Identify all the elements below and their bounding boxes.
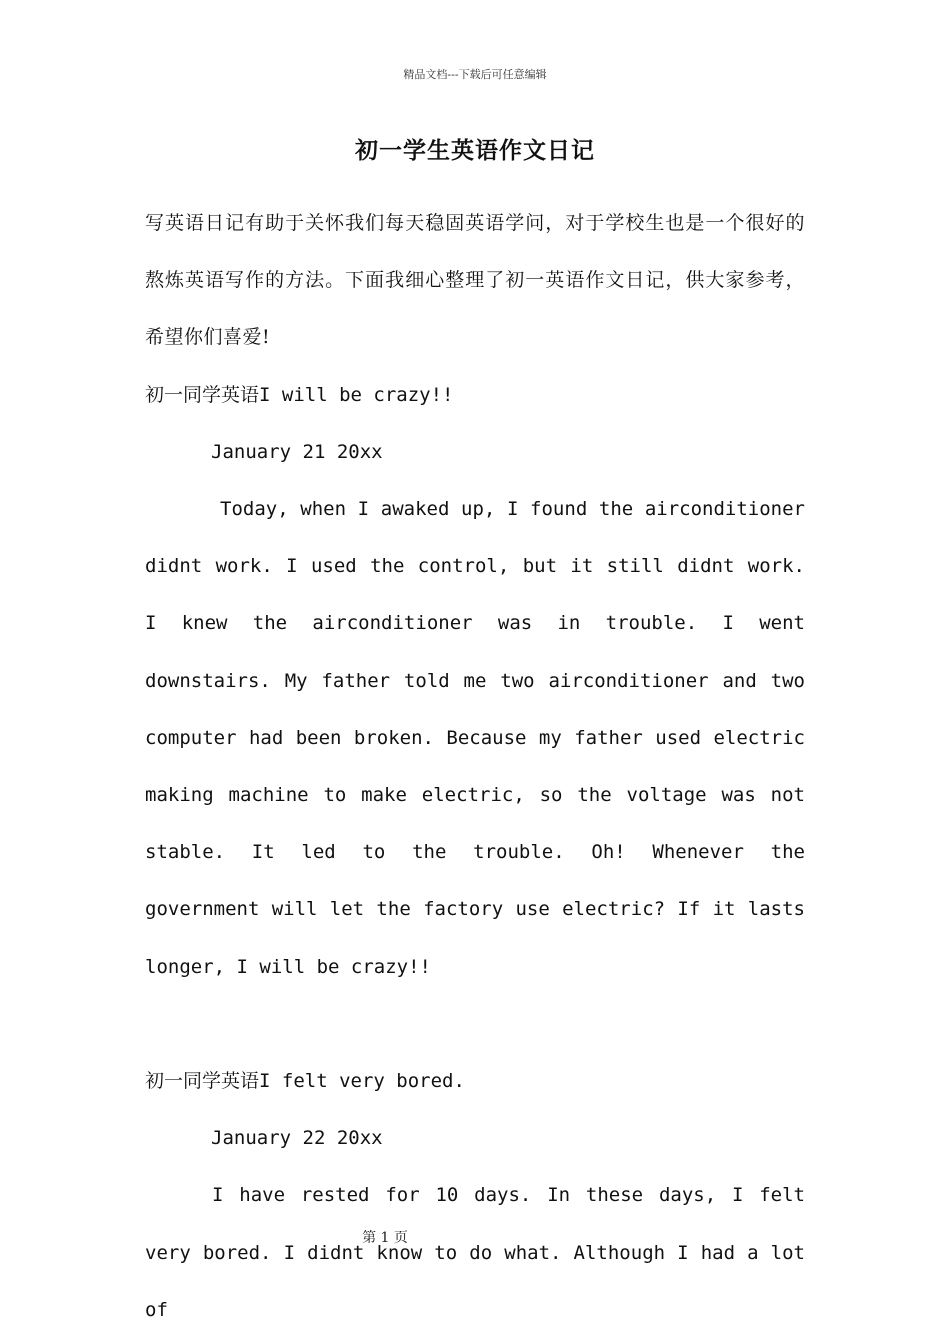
entry-body: Today, when I awaked up, I found the airconditioner didnt work. I used the control, but it still didnt work. I knew the airconditioner was in trouble. I went downstairs. My father told me two airconditioner and two computer had been broken. Because my father used electric making machine to make electric, so the voltage was not stable. It led to the trouble. Oh! Whenever the government will let the factory use electric? If it lasts longer, I will be crazy!! bbox=[145, 498, 805, 978]
page-number: 第 1 页 bbox=[362, 1230, 408, 1246]
entry-heading: 初一同学英语I felt very bored. bbox=[145, 1070, 465, 1093]
page-header: 精品文档---下载后可任意编辑 bbox=[403, 68, 547, 81]
entry-body: I have rested for 10 days. In these days, I felt very bored. I didnt know to do what. Although I had a lot of bbox=[145, 1184, 805, 1321]
entry-date: January 22 20xx bbox=[211, 1127, 383, 1150]
paragraph-spacer bbox=[145, 996, 805, 1053]
document-title: 初一学生英语作文日记 bbox=[355, 137, 595, 164]
entry-heading: 初一同学英语I will be crazy!! bbox=[145, 383, 454, 406]
document-body bbox=[145, 195, 805, 1339]
intro-paragraph: 写英语日记有助于关怀我们每天稳固英语学问，对于学校生也是一个很好的熬炼英语写作的方法。下面我细心整理了初一英语作文日记，供大家参考，希望你们喜爱! bbox=[145, 212, 805, 349]
entry-date: January 21 20xx bbox=[211, 440, 383, 463]
